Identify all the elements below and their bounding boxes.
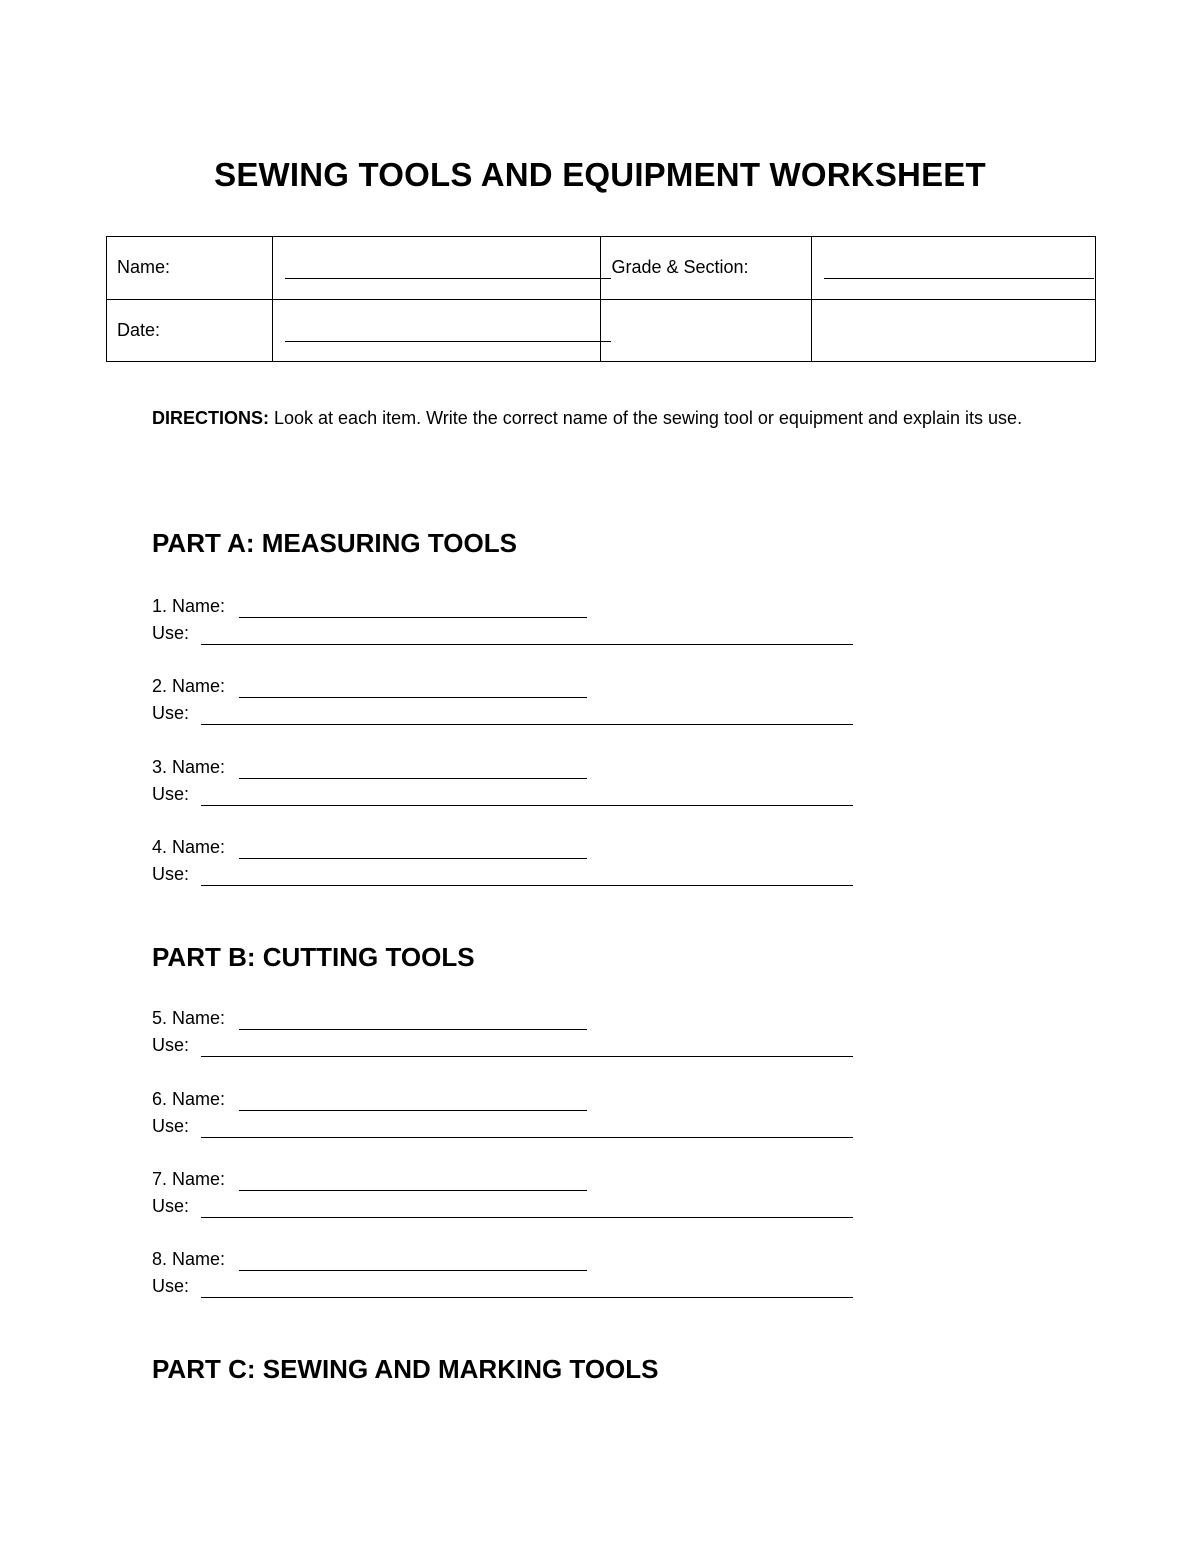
grade-section-blank-line xyxy=(824,278,1094,279)
item-name-answer-line[interactable] xyxy=(239,778,587,779)
item-use-label: Use: xyxy=(152,703,190,723)
grade-section-field[interactable] xyxy=(811,237,1095,300)
item-use-answer-line[interactable] xyxy=(201,1137,853,1138)
question-item xyxy=(152,596,854,652)
item-name-label: 1. Name: xyxy=(152,596,226,616)
item-use-answer-line[interactable] xyxy=(201,885,853,886)
item-name-answer-line[interactable] xyxy=(239,858,587,859)
item-name-label: 5. Name: xyxy=(152,1008,226,1028)
item-name-answer-line[interactable] xyxy=(239,1029,587,1030)
grade-label-cell xyxy=(601,237,811,300)
question-item xyxy=(152,676,854,732)
name-blank-line xyxy=(285,278,611,279)
directions-body: Look at each item. Write the correct name of the sewing tool or equipment and explain its use. xyxy=(269,408,1023,428)
student-info-table xyxy=(106,236,1096,362)
grade-section-label: Grade & Section: xyxy=(611,257,749,278)
directions-label: DIRECTIONS: xyxy=(152,408,269,428)
item-use-answer-line[interactable] xyxy=(201,1217,853,1218)
item-use-label: Use: xyxy=(152,623,190,643)
item-name-label: 8. Name: xyxy=(152,1249,226,1269)
empty-cell xyxy=(601,299,811,362)
part-a-heading: PART A: MEASURING TOOLS xyxy=(152,528,517,558)
item-use-label: Use: xyxy=(152,1035,190,1055)
question-item xyxy=(152,1249,854,1305)
question-item xyxy=(152,757,854,813)
question-item xyxy=(152,1169,854,1225)
part-c-heading: PART C: SEWING AND MARKING TOOLS xyxy=(152,1354,659,1384)
item-use-answer-line[interactable] xyxy=(201,1297,853,1298)
item-use-label: Use: xyxy=(152,1116,190,1136)
item-use-answer-line[interactable] xyxy=(201,644,853,645)
date-field[interactable] xyxy=(273,299,601,362)
date-blank-line xyxy=(285,341,611,342)
question-item xyxy=(152,837,854,893)
item-name-label: 4. Name: xyxy=(152,837,226,857)
item-name-label: 2. Name: xyxy=(152,676,226,696)
question-item xyxy=(152,1008,854,1064)
name-label-cell xyxy=(107,237,273,300)
item-use-label: Use: xyxy=(152,864,190,884)
part-b-heading: PART B: CUTTING TOOLS xyxy=(152,942,475,972)
date-label-cell xyxy=(107,299,273,362)
item-use-answer-line[interactable] xyxy=(201,1056,853,1057)
item-name-label: 7. Name: xyxy=(152,1169,226,1189)
item-name-answer-line[interactable] xyxy=(239,1190,587,1191)
name-label: Name: xyxy=(117,257,171,278)
question-item xyxy=(152,1089,854,1145)
item-use-label: Use: xyxy=(152,784,190,804)
item-use-label: Use: xyxy=(152,1276,190,1296)
item-name-answer-line[interactable] xyxy=(239,1110,587,1111)
item-use-answer-line[interactable] xyxy=(201,805,853,806)
item-use-answer-line[interactable] xyxy=(201,724,853,725)
empty-cell xyxy=(811,299,1095,362)
item-name-label: 6. Name: xyxy=(152,1089,226,1109)
item-name-label: 3. Name: xyxy=(152,757,226,777)
item-name-answer-line[interactable] xyxy=(239,697,587,698)
item-use-label: Use: xyxy=(152,1196,190,1216)
item-name-answer-line[interactable] xyxy=(239,617,587,618)
name-field[interactable] xyxy=(273,237,601,300)
directions-text xyxy=(152,404,1052,432)
date-label: Date: xyxy=(117,319,161,340)
item-name-answer-line[interactable] xyxy=(239,1270,587,1271)
worksheet-title: SEWING TOOLS AND EQUIPMENT WORKSHEET xyxy=(214,156,986,193)
